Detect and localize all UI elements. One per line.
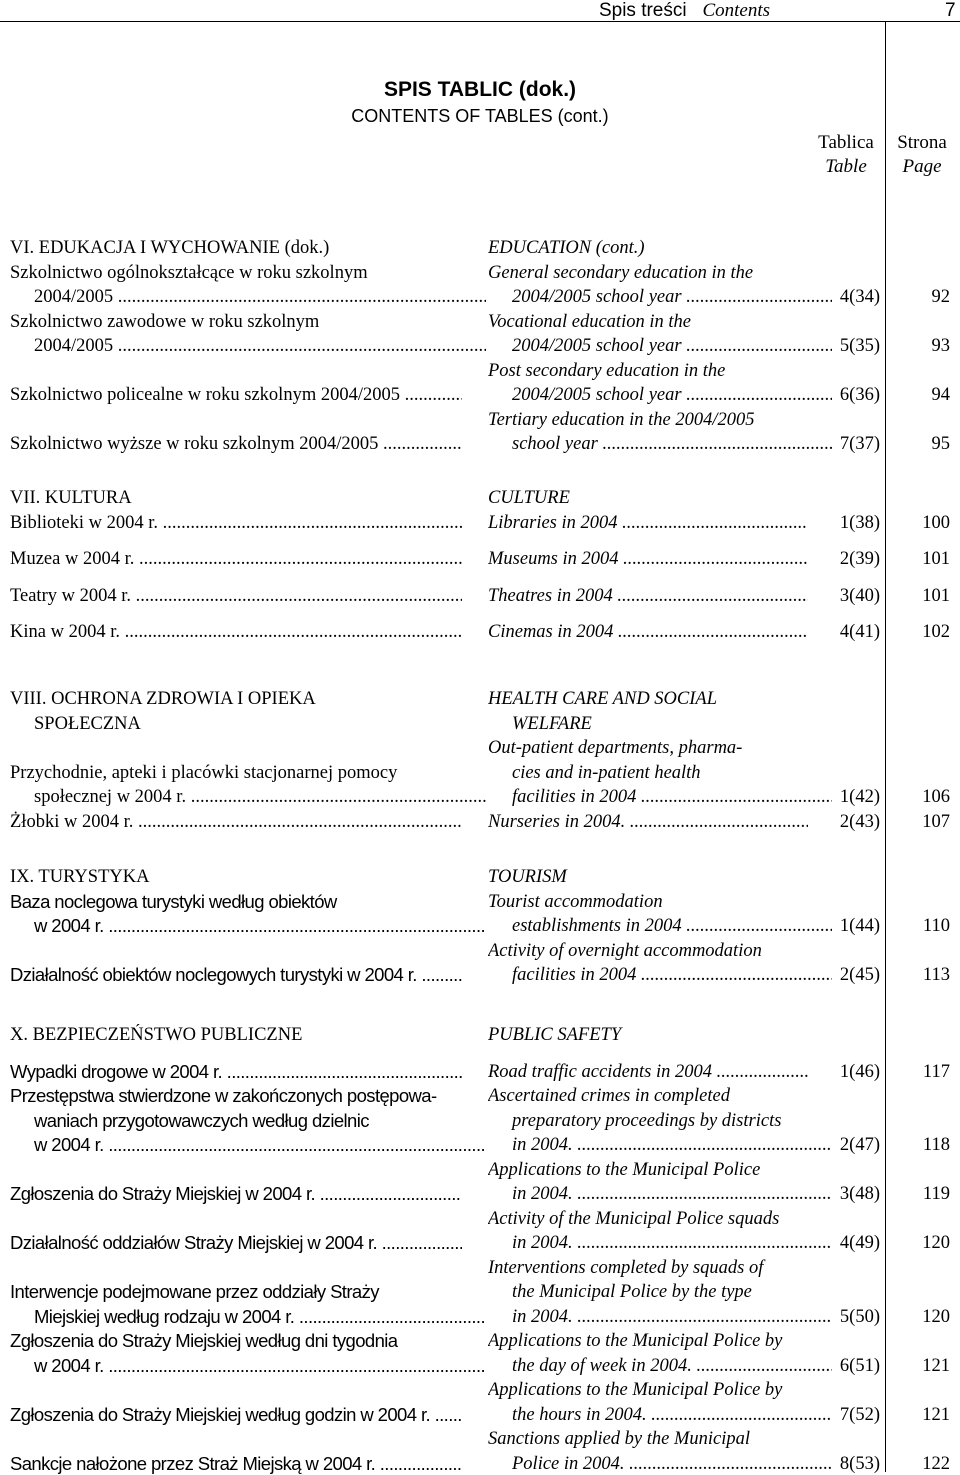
section-heading-en: CULTURE bbox=[488, 488, 570, 508]
section-heading-pl: VI. EDUKACJA I WYCHOWANIE (dok.) bbox=[10, 238, 330, 258]
entry-title-en: Post secondary education in the bbox=[488, 360, 726, 381]
entry-title-en: Tertiary education in the 2004/2005 bbox=[488, 409, 755, 430]
page-number: 92 bbox=[931, 287, 950, 307]
table-number: 1(42) bbox=[839, 787, 880, 807]
page-number: 93 bbox=[931, 336, 950, 356]
page-number: 120 bbox=[922, 1233, 950, 1253]
entry-title-en: Interventions completed by squads of bbox=[488, 1257, 764, 1278]
page-number: 95 bbox=[931, 434, 950, 454]
entry-title-en: Sanctions applied by the Municipal bbox=[488, 1429, 751, 1449]
page-number: 121 bbox=[922, 1355, 950, 1376]
table-number: 2(39) bbox=[839, 549, 880, 569]
section-heading-pl: SPOŁECZNA bbox=[34, 713, 141, 734]
section-heading-en: WELFARE bbox=[512, 713, 592, 734]
table-number: 5(50) bbox=[839, 1306, 880, 1327]
table-number: 2(43) bbox=[839, 811, 880, 832]
entry-title-en: in 2004. ..... bbox=[488, 1183, 832, 1205]
entry-title-pl: Przychodnie, apteki i placówki stacjonarnej pomocy bbox=[10, 762, 398, 783]
entry-title-en: facilities in 2004 ..... bbox=[488, 786, 832, 808]
page-number: 94 bbox=[931, 385, 950, 405]
entry-title-en: Theatres in 2004 ..... bbox=[488, 585, 808, 607]
entry-title-pl: Przestępstwa stwierdzone w zakończonych postępowa- bbox=[10, 1085, 437, 1106]
section-heading-pl: VIII. OCHRONA ZDROWIA I OPIEKA bbox=[10, 689, 316, 709]
entry-title-pl: Szkolnictwo zawodowe w roku szkolnym bbox=[10, 311, 320, 332]
section-heading-pl: X. BEZPIECZEŃSTWO PUBLICZNE bbox=[10, 1025, 303, 1045]
page-number: 101 bbox=[922, 585, 950, 606]
entry-title-pl: społecznej w 2004 r. ..... bbox=[10, 786, 486, 808]
page-number: 107 bbox=[922, 811, 950, 832]
entry-title-pl: Działalność oddziałów Straży Miejskiej w 2004 r. ..... bbox=[10, 1232, 462, 1254]
entry-title-pl: Muzea w 2004 r. ..... bbox=[10, 548, 462, 570]
entry-title-en: in 2004. ..... bbox=[488, 1232, 832, 1254]
entry-title-pl: Szkolnictwo wyższe w roku szkolnym 2004/2005 ..... bbox=[10, 433, 462, 455]
table-number: 2(45) bbox=[839, 965, 880, 985]
header-title-en: Contents bbox=[702, 0, 770, 21]
page-number: 121 bbox=[922, 1404, 950, 1425]
table-number: 4(49) bbox=[839, 1233, 880, 1253]
entry-title-en: Ascertained crimes in completed bbox=[488, 1086, 730, 1106]
header-page-number: 7 bbox=[945, 0, 956, 21]
entry-title-en: the hours in 2004. ..... bbox=[488, 1404, 832, 1426]
page-number: 113 bbox=[922, 965, 950, 985]
section-heading-en: TOURISM bbox=[488, 867, 567, 887]
table-number: 7(52) bbox=[839, 1404, 880, 1425]
table-number: 1(38) bbox=[839, 512, 880, 533]
entry-title-pl: Zgłoszenia do Straży Miejskiej według godzin w 2004 r. ..... bbox=[10, 1404, 462, 1426]
table-number: 4(41) bbox=[839, 622, 880, 642]
page-number: 100 bbox=[922, 512, 950, 533]
table-number: 6(36) bbox=[839, 385, 880, 405]
section-heading-pl: IX. TURYSTYKA bbox=[10, 867, 150, 887]
page-number: 117 bbox=[922, 1061, 950, 1082]
entry-title-en: preparatory proceedings by districts bbox=[512, 1110, 782, 1131]
entry-title-pl: Zgłoszenia do Straży Miejskiej w 2004 r. ..... bbox=[10, 1183, 462, 1205]
page-number: 118 bbox=[922, 1135, 950, 1155]
entry-title-pl: Sankcje nałożone przez Straż Miejską w 2004 r. ..... bbox=[10, 1453, 462, 1475]
page-number: 102 bbox=[922, 622, 950, 642]
entry-title-en: Tourist accommodation bbox=[488, 891, 663, 912]
entry-title-en: Out-patient departments, pharma- bbox=[488, 738, 743, 758]
entry-title-en: Nurseries in 2004. ..... bbox=[488, 811, 808, 833]
entry-title-en: Cinemas in 2004 ..... bbox=[488, 621, 808, 643]
column-header-table-en: Table bbox=[825, 156, 867, 177]
entry-title-pl: Zgłoszenia do Straży Miejskiej według dni tygodnia bbox=[10, 1330, 398, 1351]
document-subtitle: CONTENTS OF TABLES (cont.) bbox=[351, 106, 609, 126]
entry-title-pl: 2004/2005 ..... bbox=[10, 286, 486, 308]
section-heading-en: PUBLIC SAFETY bbox=[488, 1025, 622, 1045]
entry-title-en: the Municipal Police by the type bbox=[512, 1282, 752, 1302]
document-title: SPIS TABLIC (dok.) bbox=[383, 78, 577, 101]
header-title-pl: Spis treści bbox=[598, 0, 687, 21]
table-number: 4(34) bbox=[839, 287, 880, 307]
entry-title-en: Activity of overnight accommodation bbox=[488, 940, 762, 961]
column-header-table bbox=[808, 131, 884, 179]
entry-title-en: 2004/2005 school year ..... bbox=[488, 286, 832, 308]
entry-title-en: facilities in 2004 ..... bbox=[488, 964, 832, 986]
section-heading-pl: VII. KULTURA bbox=[10, 488, 132, 508]
entry-title-en: 2004/2005 school year ..... bbox=[488, 384, 832, 406]
entry-title-en: establishments in 2004 ..... bbox=[488, 915, 832, 937]
entry-title-en: Vocational education in the bbox=[488, 311, 691, 332]
entry-title-en: Activity of the Municipal Police squads bbox=[488, 1208, 780, 1229]
entry-title-pl: w 2004 r. ..... bbox=[10, 1355, 486, 1377]
entry-title-pl: Szkolnictwo policealne w roku szkolnym 2004/2005 ..... bbox=[10, 384, 462, 406]
column-header-table-pl: Tablica bbox=[818, 132, 874, 153]
page-number: 122 bbox=[922, 1453, 950, 1474]
entry-title-en: cies and in-patient health bbox=[512, 762, 701, 783]
entry-title-en: the day of week in 2004. ..... bbox=[488, 1355, 832, 1377]
entry-title-pl: Kina w 2004 r. ..... bbox=[10, 621, 462, 643]
table-number: 8(53) bbox=[839, 1453, 880, 1474]
entry-title-en: Libraries in 2004 ..... bbox=[488, 512, 808, 534]
entry-title-pl: Interwencje podejmowane przez oddziały Straży bbox=[10, 1281, 379, 1302]
entry-title-pl: Działalność obiektów noclegowych turystyki w 2004 r. ..... bbox=[10, 964, 462, 986]
table-number: 5(35) bbox=[839, 336, 880, 356]
page-number: 101 bbox=[922, 549, 950, 569]
entry-title-en: Applications to the Municipal Police by bbox=[488, 1331, 783, 1351]
page-number: 106 bbox=[922, 787, 950, 807]
page-number: 120 bbox=[922, 1306, 950, 1327]
entry-title-en: 2004/2005 school year ..... bbox=[488, 335, 832, 357]
entry-title-pl: waniach przygotowawczych według dzielnic bbox=[34, 1109, 369, 1131]
column-header-page-pl: Strona bbox=[897, 132, 947, 153]
column-header-page-en: Page bbox=[902, 156, 942, 177]
section-heading-en: EDUCATION (cont.) bbox=[488, 238, 645, 258]
entry-title-pl: Biblioteki w 2004 r. ..... bbox=[10, 512, 462, 534]
entry-title-en: General secondary education in the bbox=[488, 262, 754, 283]
entry-title-pl: Teatry w 2004 r. ..... bbox=[10, 585, 462, 607]
page-number: 119 bbox=[922, 1184, 950, 1204]
table-number: 1(44) bbox=[839, 916, 880, 936]
section-heading-en: HEALTH CARE AND SOCIAL bbox=[488, 689, 718, 709]
table-number: 1(46) bbox=[839, 1061, 880, 1082]
column-header-page bbox=[888, 131, 956, 179]
header-rule bbox=[0, 21, 960, 22]
entry-title-pl: Szkolnictwo ogólnokształcące w roku szkolnym bbox=[10, 262, 368, 283]
entry-title-en: school year ..... bbox=[488, 433, 832, 455]
entry-title-en: in 2004. ..... bbox=[488, 1306, 832, 1328]
entry-title-en: Road traffic accidents in 2004 ..... bbox=[488, 1061, 808, 1083]
column-divider bbox=[885, 22, 886, 1472]
entry-title-pl: Żłobki w 2004 r. ..... bbox=[10, 811, 462, 833]
entry-title-en: Police in 2004. ..... bbox=[488, 1453, 832, 1475]
entry-title-en: Museums in 2004 ..... bbox=[488, 548, 808, 570]
entry-title-pl: w 2004 r. ..... bbox=[10, 915, 486, 937]
table-number: 3(48) bbox=[839, 1184, 880, 1204]
entry-title-pl: Wypadki drogowe w 2004 r. ..... bbox=[10, 1061, 462, 1083]
table-number: 6(51) bbox=[839, 1355, 880, 1376]
header-title bbox=[599, 0, 770, 22]
entry-title-pl: 2004/2005 ..... bbox=[10, 335, 486, 357]
entry-title-en: in 2004. ..... bbox=[488, 1134, 832, 1156]
entry-title-pl: Miejskiej według rodzaju w 2004 r. ..... bbox=[10, 1306, 486, 1328]
page-number: 110 bbox=[922, 916, 950, 936]
entry-title-pl: w 2004 r. ..... bbox=[10, 1134, 486, 1156]
table-number: 2(47) bbox=[839, 1135, 880, 1155]
table-number: 3(40) bbox=[839, 585, 880, 606]
entry-title-en: Applications to the Municipal Police by bbox=[488, 1380, 783, 1400]
table-number: 7(37) bbox=[839, 434, 880, 454]
running-header bbox=[0, 0, 960, 22]
entry-title-en: Applications to the Municipal Police bbox=[488, 1159, 761, 1180]
entry-title-pl: Baza noclegowa turystyki według obiektów bbox=[10, 890, 337, 912]
